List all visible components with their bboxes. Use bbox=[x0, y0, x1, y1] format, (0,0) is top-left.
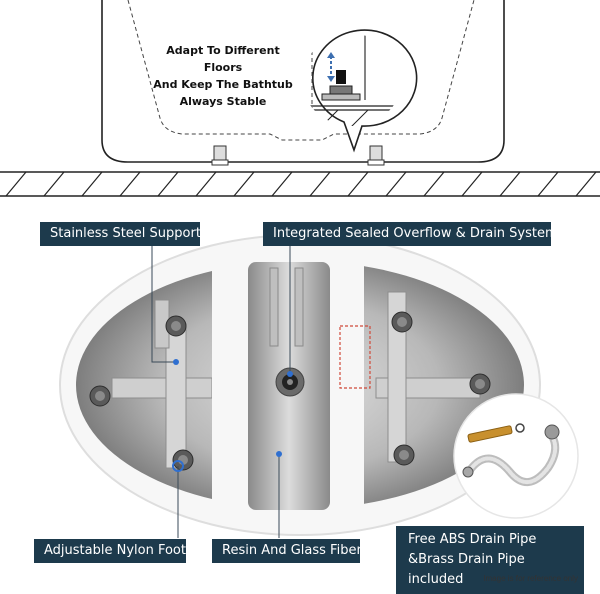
callout-line-2: And Keep The Bathtub bbox=[153, 78, 293, 91]
right-foot bbox=[368, 146, 384, 165]
label-overflow-drain-system: Integrated Sealed Overflow & Drain System bbox=[263, 222, 551, 246]
stability-callout bbox=[148, 42, 298, 110]
label-stainless-steel-support: Stainless Steel Support bbox=[40, 222, 200, 246]
drain-pipe-inset bbox=[454, 394, 578, 518]
bathtub-side-diagram bbox=[0, 0, 600, 200]
foot-right-mid bbox=[470, 374, 490, 394]
label-resin-glass-fiber: Resin And Glass Fiber bbox=[212, 539, 360, 563]
foot-left-top bbox=[166, 316, 186, 336]
drain-pipe-line-1: Free ABS Drain Pipe bbox=[408, 532, 537, 547]
label-adjustable-nylon-foot: Adjustable Nylon Foot bbox=[34, 539, 186, 563]
foot-right-top bbox=[392, 312, 412, 332]
left-foot bbox=[212, 146, 228, 165]
callout-line-1: Adapt To Different Floors bbox=[166, 44, 280, 74]
disclaimer-text: Image is for reference only bbox=[483, 574, 578, 583]
floor-hatch bbox=[0, 172, 600, 196]
callout-line-3: Always Stable bbox=[179, 95, 267, 108]
drain-pipe-line-2: &Brass Drain Pipe included bbox=[408, 552, 525, 587]
foot-right-bottom bbox=[394, 445, 414, 465]
label-drain-pipe bbox=[396, 526, 584, 594]
foot-left-mid bbox=[90, 386, 110, 406]
